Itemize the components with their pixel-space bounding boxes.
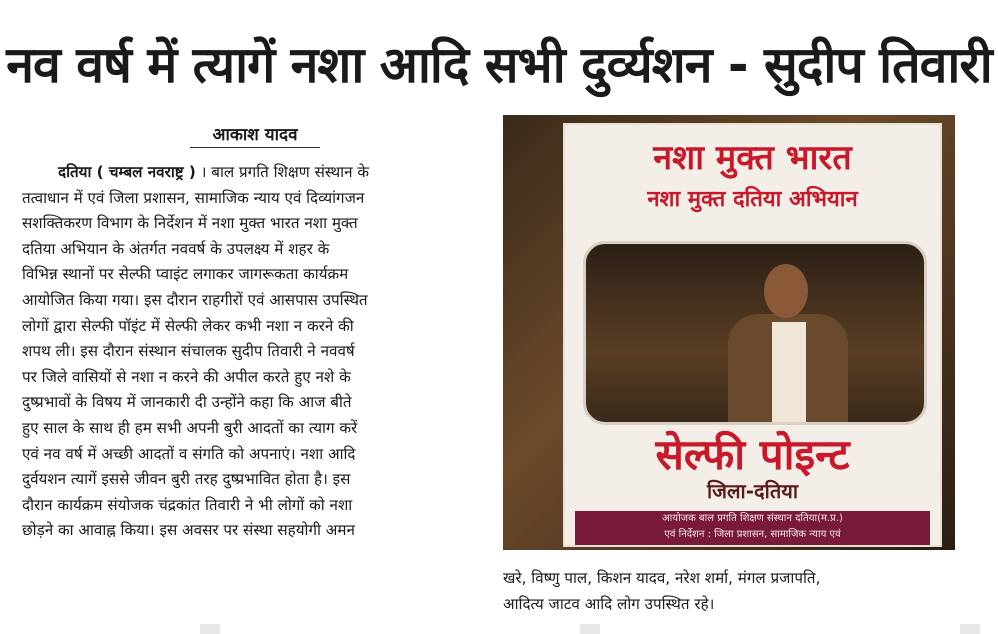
banner-footer-line: आयोजक बाल प्रगति शिक्षण संस्थान दतिया(म.प्र.)	[662, 513, 843, 524]
article-line: दतिया ( चम्बल नवराष्ट्र ) । बाल प्रगति शिक्षण संस्थान के	[22, 160, 477, 186]
banner-footer-line: एवं निर्देशन : जिला प्रशासन, सामाजिक न्याय एवं	[664, 529, 841, 540]
person-shirt	[772, 322, 806, 422]
article-line: पर जिले वासियों से नशा न करने की अपील करते हुए नशे के	[22, 367, 351, 386]
article-continuation	[503, 566, 958, 617]
article-body	[22, 160, 477, 544]
banner-title: नशा मुक्त भारत	[653, 138, 852, 178]
article-line: दौरान कार्यक्रम संयोजक चंद्रकांत तिवारी ने भी लोगों को नशा	[22, 495, 353, 514]
article-line: दुर्वयशन त्यागें इससे जीवन बुरी तरह दुष्प्रभावित होता है। इस	[22, 470, 351, 489]
banner-footer-strip	[575, 511, 930, 545]
dateline: दतिया ( चम्बल नवराष्ट्र )	[58, 163, 196, 181]
article-line: विभिन्न स्थानों पर सेल्फी प्वाइंट लगाकर जागरूकता कार्यक्रम	[22, 265, 349, 284]
article-line: दुष्प्रभावों के विषय में जानकारी दी उन्होंने कहा कि आज बीते	[22, 393, 352, 412]
banner-subtitle: नशा मुक्त दतिया अभियान	[647, 187, 858, 212]
article-line: आदित्य जाटव आदि लोग उपस्थित रहे।	[503, 594, 715, 613]
article-line: एवं नव वर्ष में अच्छी आदतों व संगति को अपनाएं। नशा आदि	[22, 444, 356, 463]
article-line: खरे, विष्णु पाल, किशन यादव, नरेश शर्मा, मंगल प्रजापति,	[503, 569, 821, 587]
article-line: छोड़ने का आवाह्न किया। इस अवसर पर संस्था सहयोगी अमन	[22, 521, 355, 540]
article-line: दतिया अभियान के अंतर्गत नववर्ष के उपलक्ष्य में शहर के	[22, 239, 330, 258]
selfie-point-banner	[563, 123, 942, 547]
article-line: सशक्तिकरण विभाग के निर्देशन में नशा मुक्त भारत नशा मुक्त	[22, 214, 358, 233]
article-line: लोगों द्वारा सेल्फी पॉइंट में सेल्फी लेकर कभी नशा न करने की	[22, 316, 354, 335]
selfie-point-label: सेल्फी पोइन्ट	[655, 430, 850, 479]
news-photo	[503, 115, 955, 550]
article-line: तत्वाधान में एवं जिला प्रशासन, सामाजिक न्याय एवं दिव्यांगजन	[22, 188, 365, 207]
page-bottom-edge	[0, 624, 998, 634]
article-line: शपथ ली। इस दौरान संस्थान संचालक सुदीप तिवारी ने नववर्ष	[22, 342, 355, 361]
district-label: जिला-दतिया	[706, 479, 799, 503]
selfie-frame-window	[583, 241, 927, 425]
article-line: आयोजित किया गया। इस दौरान राहगीरों एवं आसपास उपस्थित	[22, 290, 368, 309]
byline: आकाश यादव	[190, 122, 320, 148]
article-line: हुए साल के साथ ही हम सभी अपनी बुरी आदतों का त्याग करें	[22, 418, 358, 437]
headline: नव वर्ष में त्यागें नशा आदि सभी दुर्व्यशन - सुदीप तिवारी	[6, 36, 992, 94]
person-head	[764, 264, 808, 318]
